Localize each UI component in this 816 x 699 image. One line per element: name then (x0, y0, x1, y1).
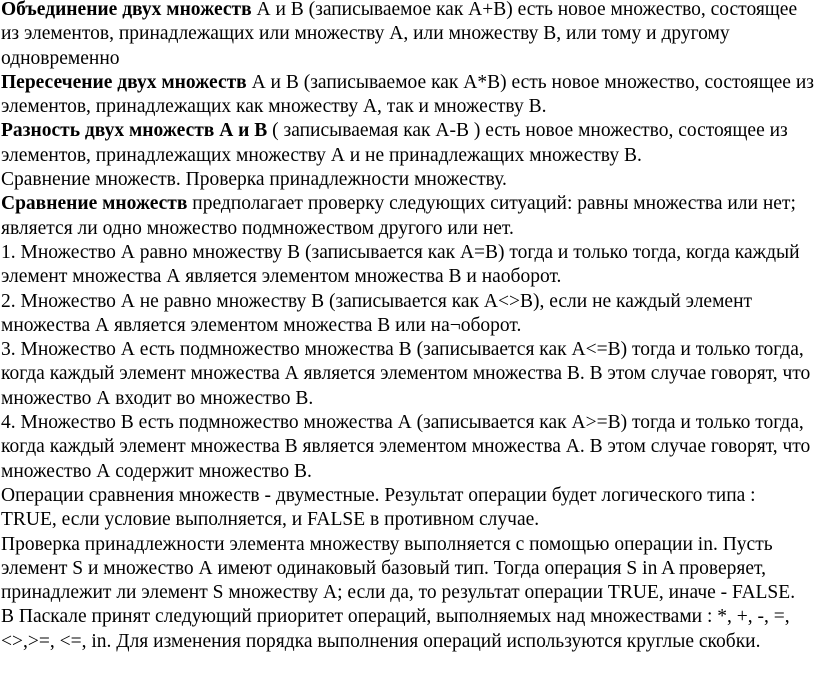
document-body (1, 0, 815, 654)
union-term: Объединение двух множеств (1, 0, 252, 20)
comparison-term: Сравнение множеств (1, 193, 188, 215)
comparison-ops-paragraph: Операции сравнения множеств - двуместные. Результат операции будет логического типа : TRUE, если условие выполняется, и FALSE в противном случае. (1, 484, 756, 531)
case-item: 2. Множество А не равно множеству В (записывается как А<>В), если не каждый элемент множества А является элементом множества В или на¬оборот. (1, 290, 753, 336)
case-item: 4. Множество В есть подмножество множества А (записывается как А>=В) тогда и только тогда, когда каждый элемент множества В является элементом множества А. В этом случае говорят, что множество А содержит множество В. (1, 412, 811, 482)
union-text: А и В (записываемое как А+В) есть новое множество, состоящее из элементов, принадлежащих или множеству А, или множеству В, или тому и другому одновременно (1, 0, 798, 69)
membership-paragraph: Проверка принадлежности элемента множеству выполняется с помощью операции in. Пусть элемент S и множество А имеют одинаковый базовый тип. Тогда операция S in A проверяет, принадлежит ли элемент S множеству А; если да, то результат операции TRUE, иначе - FALSE. (1, 533, 796, 604)
priority-paragraph: В Паскале принят следующий приоритет операций, выполняемых над множествами : *, +, -, =, <>,>=, <=, in. Для изменения порядка выполнения операций используются круглые скобки. (1, 606, 790, 652)
union-definition (1, 0, 815, 71)
case-item: 3. Множество А есть подмножество множества В (записывается как А<=В) тогда и только тогда, когда каждый элемент множества А является элементом множества В. В этом случае говорят, что множество А входит во множество В. (1, 339, 811, 409)
intersection-text: А и В (записываемое как А*В) есть новое множество, состоящее из элементов, принадлежащих как множеству А, так и множеству В. (1, 71, 814, 118)
intersection-definition (1, 71, 815, 120)
difference-text: ( записываемая как А-В ) есть новое множество, состоящее из элементов, принадлежащих множеству А и не принадлежащих множеству В. (1, 120, 788, 166)
difference-definition (1, 119, 815, 168)
intersection-term: Пересечение двух множеств (1, 71, 247, 93)
comparison-definition (1, 192, 815, 241)
case-item: 1. Множество А равно множеству В (записывается как А=В) тогда и только тогда, когда каждый элемент множества А является элементом множества В и наоборот. (1, 241, 800, 288)
comparison-text: предполагает проверку следующих ситуаций: равны множества или нет; является ли одно множество подмножеством другого или нет. (1, 193, 796, 239)
section-heading-line: Сравнение множеств. Проверка принадлежности множеству. (1, 169, 507, 191)
difference-term: Разность двух множеств А и В (1, 120, 268, 142)
